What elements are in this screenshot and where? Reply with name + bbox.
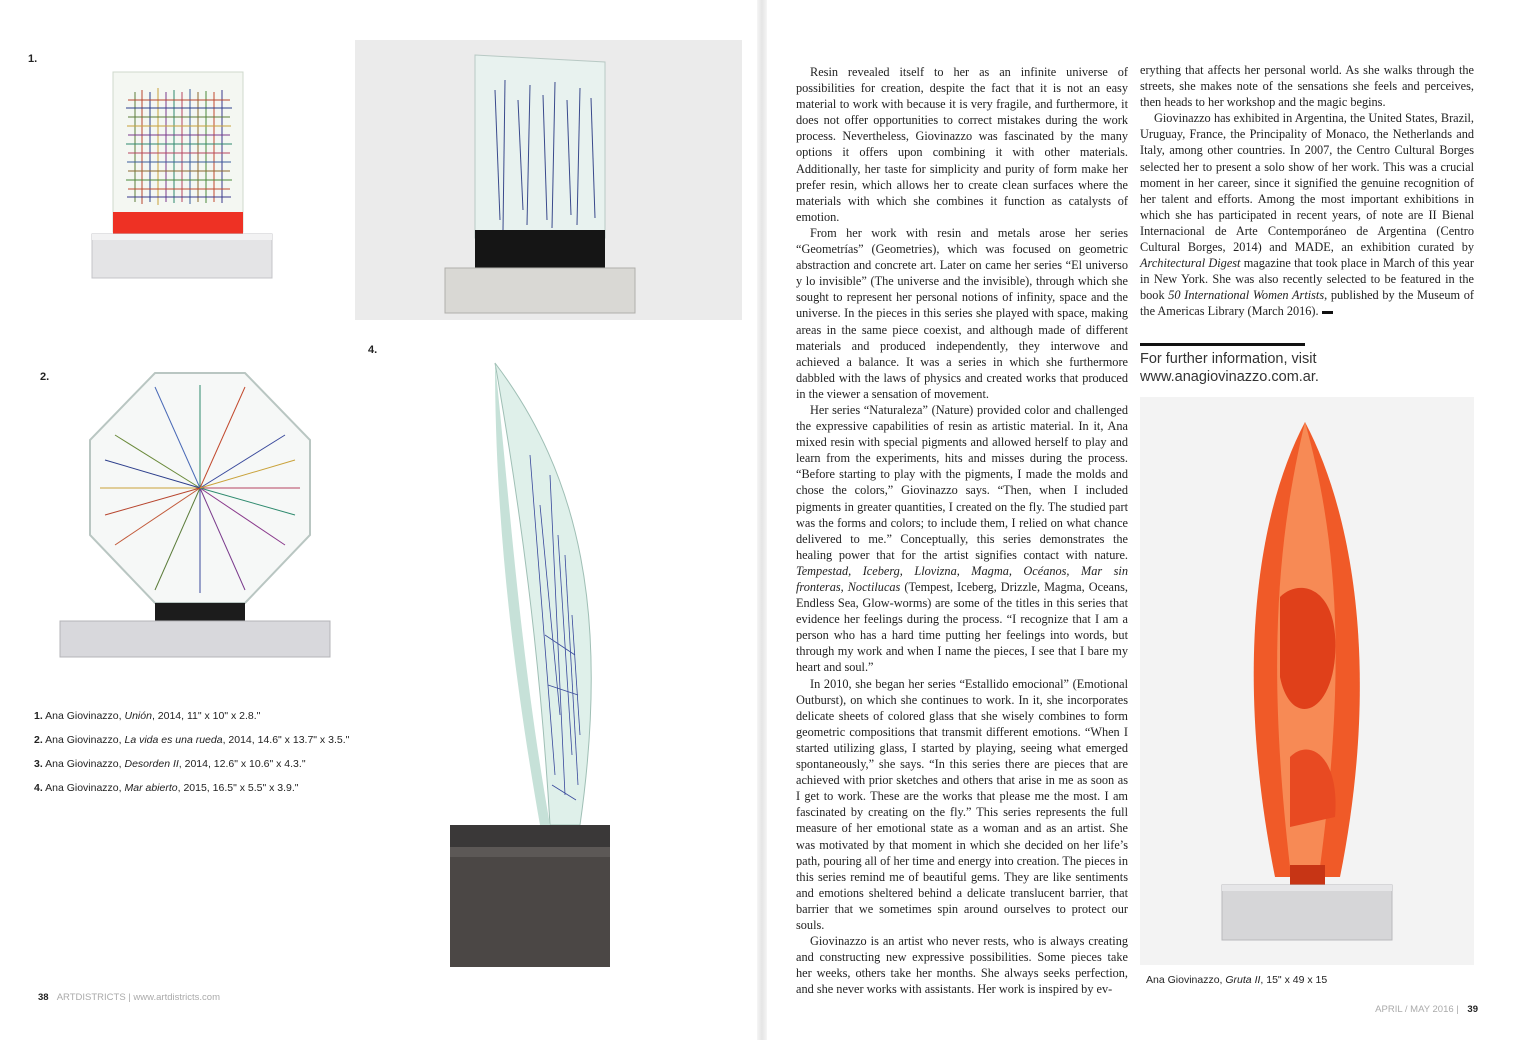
gruta-caption: Ana Giovinazzo, Gruta II, 15" x 49 x 15 bbox=[1146, 974, 1328, 986]
figure-number-1: 1. bbox=[28, 53, 38, 65]
end-of-article-mark bbox=[1322, 311, 1333, 314]
info-rule bbox=[1140, 343, 1305, 346]
paragraph: From her work with resin and metals arose her series “Geometrías” (Geometries), which was focused on geometric abstraction and concrete art. Later on came her series “El universo y lo invisible” (The universe and the invisible), through which she sought to represent her personal notions of infinity, space and the universe. In the pieces in this series she played with space, making areas in the same piece coexist, and although made of different materials and produced independently, they interwove and achieved a balance. It was a series in which she furthermore dabbled with the laws of physics and created works that produced in the viewer a sensation of movement. bbox=[796, 225, 1128, 401]
article-column-1 bbox=[796, 64, 1128, 997]
paragraph: erything that affects her personal world. As she walks through the streets, she makes note of the sensations she feels and perceives, then heads to her workshop and the magic begins. bbox=[1140, 63, 1474, 110]
paragraph: Giovinazzo has exhibited in Argentina, the United States, Brazil, Uruguay, France, the Principality of Monaco, the Netherlands and Italy, among other countries. In 2007, the Centro Cultural Borges selected her to present a solo show of her work. This was a crucial moment in her career, since it signified the genuine recognition of her talent and efforts. Among the most important exhibitions in which she has participated in recent years, of note are II Bienal Internacional de Arte Contemporáneo de Argentina (Centro Cultural Borges, 2014) and MADE, an exhibition curated by Architectural Digest magazine that took place in March of this year in New York. She was also recently selected to be featured in the book 50 International Women Artists, published by the Museum of the Americas Library (March 2016). bbox=[1140, 111, 1475, 319]
artwork-photo-rueda bbox=[55, 365, 335, 665]
footer-right bbox=[1375, 1004, 1478, 1015]
footer-separator: | bbox=[128, 992, 131, 1003]
issue-date: APRIL / MAY 2016 bbox=[1375, 1004, 1454, 1015]
figure-number-2: 2. bbox=[40, 371, 50, 383]
page-number-left: 38 bbox=[38, 992, 49, 1003]
artwork-photo-gruta bbox=[1140, 397, 1474, 965]
paragraph: Resin revealed itself to her as an infinite universe of possibilities for creation, despite the fact that it is not an easy material to work with because it is very fragile, and furthermore, it does not offer opportunities to correct mistakes during the work process. Nevertheless, Giovinazzo was fascinated by the many options it offers upon combining it with other materials. Additionally, her taste for simplicity and purity of form make her prefer resin, which allows her to create clean surfaces where the materials with which she combines it function as catalysts of emotion. bbox=[796, 65, 1128, 224]
artwork-photo-desorden bbox=[355, 40, 742, 320]
artwork-captions bbox=[34, 710, 374, 806]
paragraph: In 2010, she began her series “Estallido emocional” (Emotional Outburst), on which she continues to work. In it, she incorporates delicate sheets of colored glass that she wisely combines to form geometric compositions that transmit different emotions. “When I started utilizing glass, I started by playing, seeing what emerged spontaneously,” she says. “In this series there are pieces that are achieved with prior sketches and others that arise in me as soon as I get to work. These are the works that please me the most. I am fascinated by creating on the fly.” This series represents the full measure of her emotional state as a woman and as an artist. She was motivated by that moment in which she decided on her life’s path, pouring all of her time and energy into creation. The pieces in this series remind me of beautiful gems. They are like sentiments and emotions sheltered behind a delicate translucent barrier, that barrier that we sometimes spin around ourselves to protect our souls. bbox=[796, 676, 1128, 932]
footer-separator: | bbox=[1456, 1004, 1459, 1015]
caption-1: 1. Ana Giovinazzo, Unión, 2014, 11" x 10" x 2.8." bbox=[34, 710, 261, 722]
further-info bbox=[1140, 350, 1470, 386]
caption-2: 2. Ana Giovinazzo, La vida es una rueda, 2014, 14.6" x 13.7" x 3.5." bbox=[34, 734, 350, 746]
artwork-photo-union bbox=[80, 62, 280, 292]
footer-left bbox=[38, 992, 220, 1003]
website-link[interactable]: www.anagiovinazzo.com.ar. bbox=[1140, 369, 1319, 385]
paragraph: Giovinazzo is an artist who never rests, who is always creating and constructing new expressive possibilities. Some pieces take her weeks, others take her months. She always seeks perfection, and she never works with assistants. Her work is inspired by ev- bbox=[796, 934, 1128, 997]
page-gutter bbox=[757, 0, 767, 1040]
caption-3: 3. Ana Giovinazzo, Desorden II, 2014, 12.6" x 10.6" x 4.3." bbox=[34, 758, 306, 770]
article-column-2 bbox=[1140, 62, 1474, 320]
page-number-right: 39 bbox=[1467, 1004, 1478, 1015]
figure-number-4: 4. bbox=[368, 344, 378, 356]
caption-4: 4. Ana Giovinazzo, Mar abierto, 2015, 16.5" x 5.5" x 3.9." bbox=[34, 782, 299, 794]
magazine-url: www.artdistricts.com bbox=[133, 992, 220, 1003]
magazine-name: ARTDISTRICTS bbox=[56, 992, 126, 1003]
artwork-photo-mar-abierto bbox=[440, 355, 665, 980]
paragraph: Her series “Naturaleza” (Nature) provided color and challenged the expressive capabilities of resin as artistic material. In it, Ana mixed resin with special pigments and allowed herself to play and learn from the experiments, hits and misses during the process. “Before starting to play with the pigments, I made the molds and chose the colors,” Giovinazzo says. “Then, when I included pigments in greater quantities, I created on the fly. The studied part was the forms and colors; to include them, I relied on what chance delivered to me.” Conceptually, this series demonstrates the healing power that for the artist signifies contact with nature. Tempestad, Iceberg, Llovizna, Magma, Océanos, Mar sin fronteras, Noctilucas (Tempest, Iceberg, Drizzle, Magma, Oceans, Endless Sea, Glow-worms) are some of the titles in this series that evidence her feelings during the process. “I recognize that I am a person who has a hard time putting her feelings into words, but through my work and when I name the pieces, I see that I bare my heart and soul.” bbox=[796, 402, 1128, 675]
further-info-text: For further information, visit bbox=[1140, 351, 1317, 367]
